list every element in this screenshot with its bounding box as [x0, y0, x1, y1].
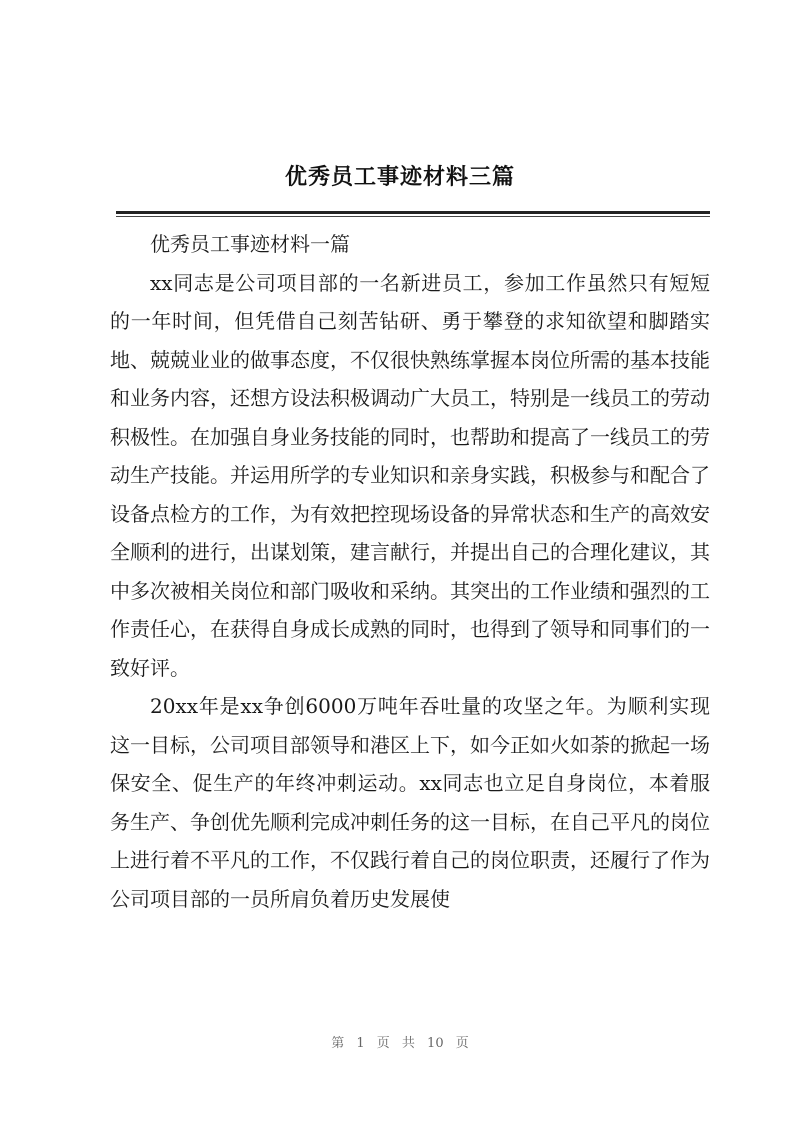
paragraph-1: xx同志是公司项目部的一名新进员工，参加工作虽然只有短短的一年时间，但凭借自己刻苦钻研、勇于攀登的求知欲望和脚踏实地、兢兢业业的做事态度，不仅很快熟练掌握本岗位所需的基本技能和业务内容，还想方设法积极调动广大员工，特别是一线员工的劳动积极性。在加强自身业务技能的同时，也帮助和提高了一线员工的劳动生产技能。并运用所学的专业知识和亲身实践，积极参与和配合了设备点检方的工作，为有效把控现场设备的异常状态和生产的高效安全顺利的进行，出谋划策，建言献行，并提出自己的合理化建议，其中多次被相关岗位和部门吸收和采纳。其突出的工作业绩和强烈的工作责任心，在获得自身成长成熟的同时，也得到了领导和同事们的一致好评。	[110, 270, 710, 680]
paragraph-2: 20xx年是xx争创6000万吨年吞吐量的攻坚之年。为顺利实现这一目标，公司项目部领导和港区上下，如今正如火如荼的掀起一场保安全、促生产的年终冲刺运动。xx同志也立足自身岗位，本着服务生产、争创优先顺利完成冲刺任务的这一目标，在自己平凡的岗位上进行着不平凡的工作，不仅践行着自己的岗位职责，还履行了作为公司项目部的一员所肩负着历史发展使	[110, 694, 710, 911]
title-rule-thin	[116, 216, 710, 217]
section-heading: 优秀员工事迹材料一篇	[150, 232, 350, 256]
title-rule-thick	[116, 211, 710, 214]
page-footer: 第 1 页 共 10 页	[331, 1036, 469, 1051]
document-body	[110, 225, 710, 918]
document-title: 优秀员工事迹材料三篇	[284, 164, 515, 190]
